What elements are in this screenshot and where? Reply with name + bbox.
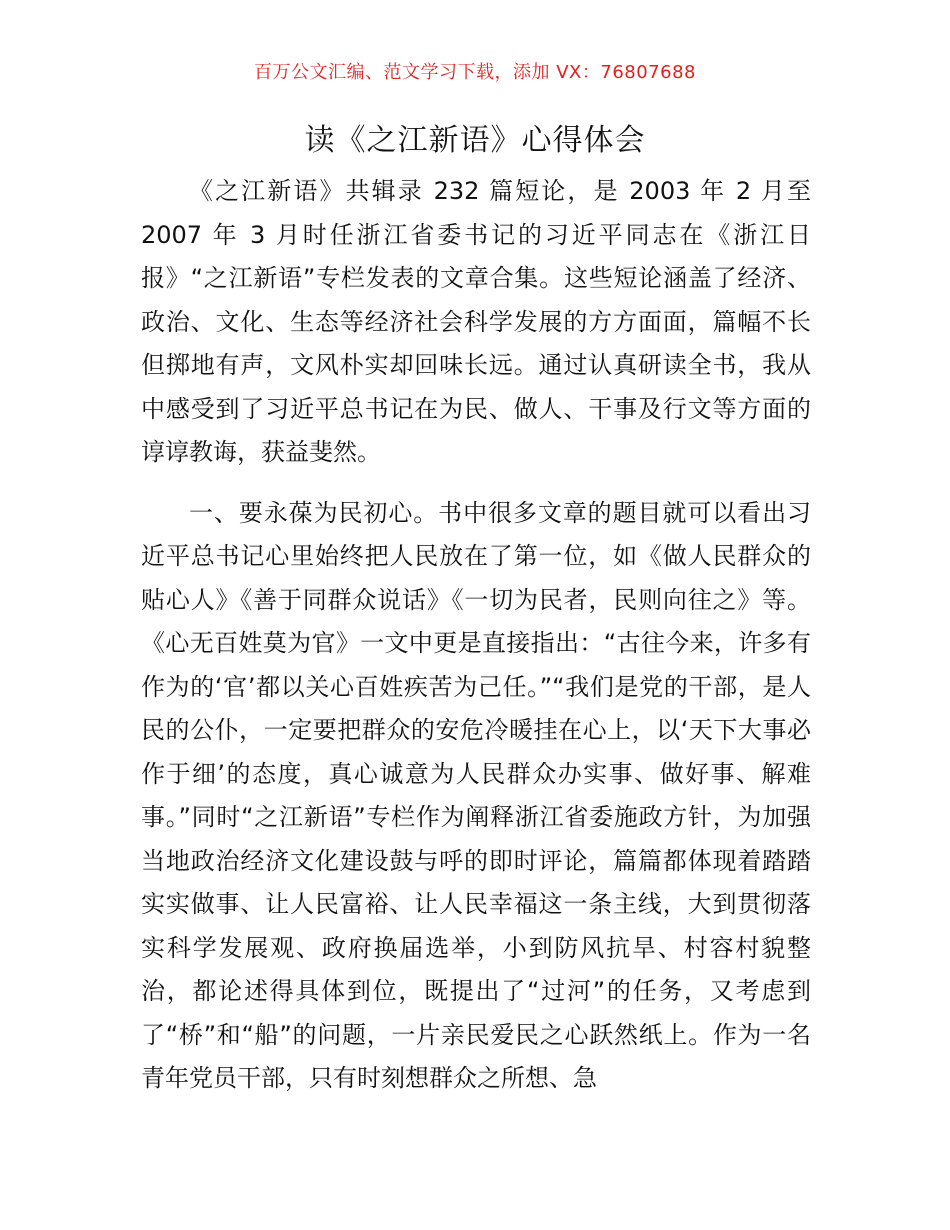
- paragraph-section-one: 一、要永葆为民初心。书中很多文章的题目就可以看出习近平总书记心里始终把人民放在了第一位，如《做人民群众的贴心人》《善于同群众说话》《一切为民者，民则向往之》等。《心无百姓莫为官》一文中更是直接指出：“古往今来，许多有作为的‘官’都以关心百姓疾苦为己任。”“我们是党的干部，是人民的公仆，一定要把群众的安危冷暖挂在心上，以‘天下大事必作于细’的态度，真心诚意为人民群众办实事、做好事、解难事。”同时“之江新语”专栏作为阐释浙江省委施政方针，为加强当地政治经济文化建设鼓与呼的即时评论，篇篇都体现着踏踏实实做事、让人民富裕、让人民幸福这一条主线，大到贯彻落实科学发展观、政府换届选举，小到防风抗旱、村容村貌整治，都论述得具体到位，既提出了“过河”的任务，又考虑到了“桥”和“船”的问题，一片亲民爱民之心跃然纸上。作为一名青年党员干部，只有时刻想群众之所想、急: [141, 498, 811, 1092]
- document-body: [141, 170, 811, 1101]
- document-title: 读《之江新语》心得体会: [304, 123, 646, 158]
- paragraph-intro: 《之江新语》共辑录 232 篇短论，是 2003 年 2 月至 2007 年 3 月时任浙江省委书记的习近平同志在《浙江日报》“之江新语”专栏发表的文章合集。这些短论涵盖了经济、政治、文化、生态等经济社会科学发展的方方面面，篇幅不长但掷地有声，文风朴实却回味长远。通过认真研读全书，我从中感受到了习近平总书记在为民、做人、干事及行文等方面的谆谆教诲，获益斐然。: [141, 177, 811, 466]
- watermark-banner: 百万公文汇编、范文学习下载，添加 VX：76807688: [254, 62, 696, 83]
